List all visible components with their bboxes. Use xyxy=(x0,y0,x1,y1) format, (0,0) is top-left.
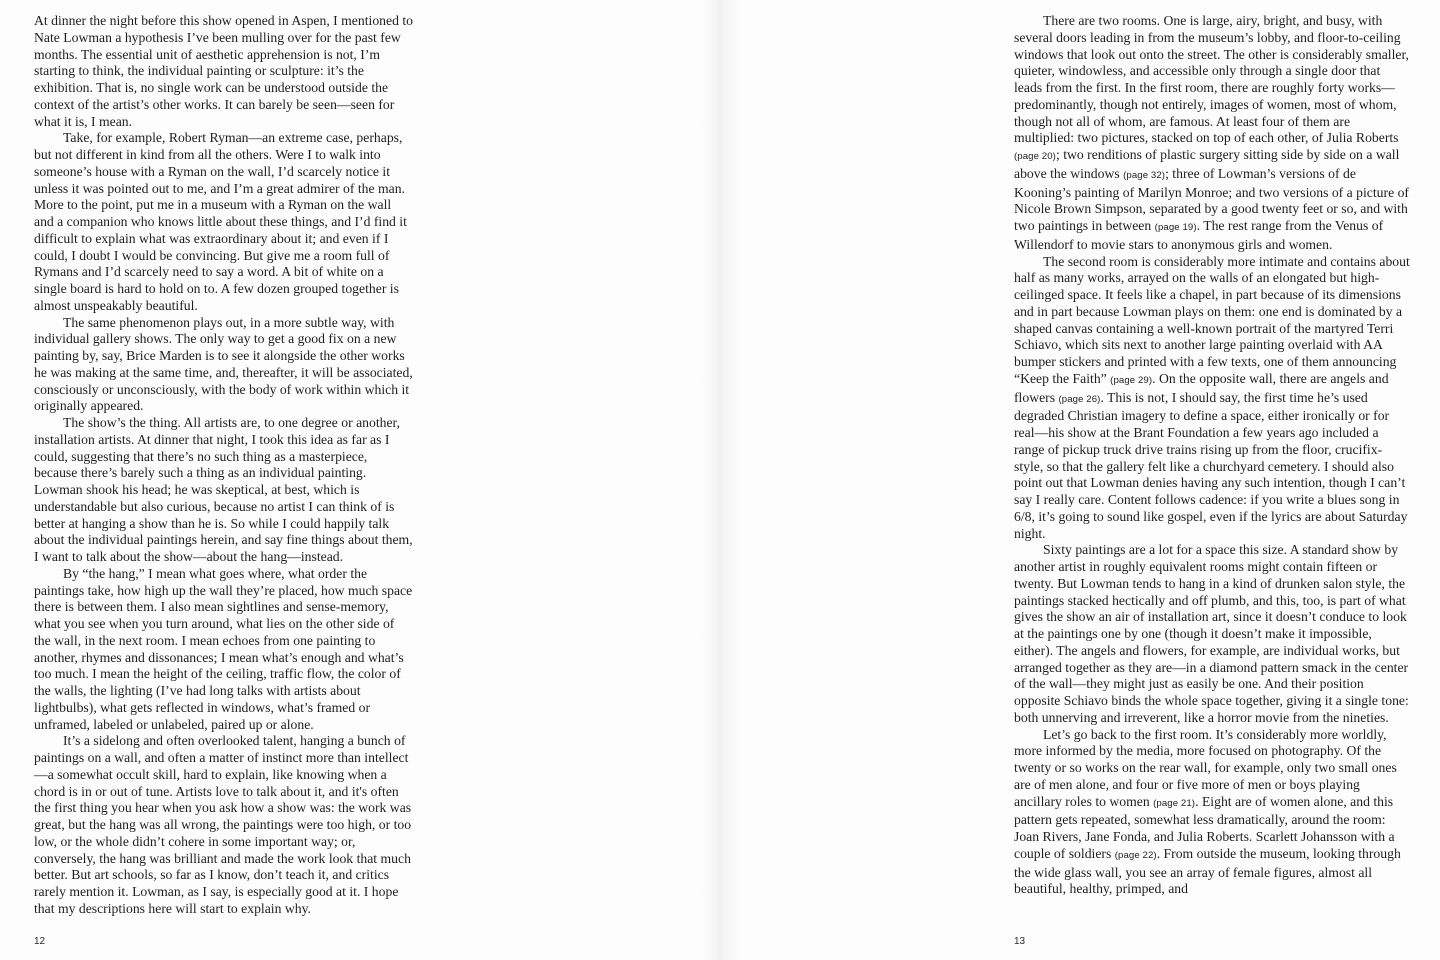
paragraph: The same phenomenon plays out, in a more subtle way, with individual gallery shows. The only way to get a good fix on a new painting by, say, Brice Marden is to see it alongside the other works he was making at the same time, and, thereafter, it will be associated, consciously or unconsciously, with the body of work within which it originally appeared. xyxy=(34,314,413,414)
page-number: 12 xyxy=(34,936,46,947)
left-text-column xyxy=(34,13,414,918)
paragraph: Sixty paintings are a lot for a space this size. A standard show by another artist in roughly equivalent rooms might contain fifteen or twenty. But Lowman tends to hang in a kind of drunken salon style, the paintings stacked hectically and off plumb, and this, too, is part of what gives the show an air of installation art, since it doesn’t conduce to look at the paintings one by one (though it doesn’t make it impossible, either). The angels and flowers, for example, are individual works, but arranged together as they are—in a diamond pattern smack in the center of the wall—they might just as easily be one. And their position opposite Schiavo binds the whole space together, giving it a single tone: both unnerving and irreverent, like a horror movie from the nineties. xyxy=(1014,542,1409,725)
page-reference: (page 32) xyxy=(1123,169,1166,181)
page-reference: (page 22) xyxy=(1114,849,1157,861)
paragraph: It’s a sidelong and often overlooked talent, hanging a bunch of paintings on a wall, and often a matter of instinct more than intellect—a somewhat occult skill, hard to explain, like knowing when a chord is in or out of tune. Artists love to talk about it, and it's often the first thing you hear when you ask how a show was: the work was great, but the hang was all wrong, the paintings were too high, or too low, or the whole didn’t cohere in some important way; or, conversely, the hang was brilliant and made the work look that much better. But art schools, so far as I know, don’t teach it, and critics rarely mention it. Lowman, as I say, is especially good at it. I hope that my descriptions here will start to explain why. xyxy=(34,733,412,916)
paragraph: The show’s the thing. All artists are, to one degree or another, installation artists. At dinner that night, I took this idea as far as I could, suggesting that there’s no such thing as a masterpiece, because there’s barely such a thing as an individual painting. Lowman shook his head; he was skeptical, at best, which is understandable but also curious, because no artist I can think of is better at hanging a show than he is. So while I could happily talk about the individual paintings herein, and say fine things about them, I want to talk about the show—about the hang—instead. xyxy=(34,415,413,564)
paragraph: There are two rooms. One is large, airy, bright, and busy, with several doors leading in from the museum’s lobby, and floor-to-ceiling windows that look out onto the street. The other is considerably smaller, quieter, windowless, and accessible only through a single door that leads from the first. In the first room, there are roughly forty works—predominantly, though not entirely, images of women, most of whom, though not all of whom, are famous. At least four of them are multiplied: two pictures, stacked on top of each other, of Julia Roberts (page 20); two renditions of plastic surgery sitting side by side on a wall above the windows (page 32); three of Lowman’s versions of de Kooning’s painting of Marilyn Monroe; and two versions of a picture of Nicole Brown Simpson, separated by a good twenty feet or so, and with two paintings in between (page 19). The rest range from the Venus of Willendorf to movie stars to anonymous girls and women. xyxy=(1014,13,1409,252)
page-reference: (page 20) xyxy=(1014,151,1056,162)
paragraph: At dinner the night before this show opened in Aspen, I mentioned to Nate Lowman a hypothesis I’ve been mulling over for the past few months. The essential unit of aesthetic apprehension is not, I’m starting to think, the individual painting or sculpture: it’s the exhibition. That is, no single work can be understood outside the context of the artist’s other works. It can barely be seen—seen for what it is, I mean. xyxy=(34,13,413,129)
page-reference: (page 19) xyxy=(1154,222,1197,233)
right-page xyxy=(720,0,1440,960)
paragraph: Take, for example, Robert Ryman—an extreme case, perhaps, but not different in kind from all the others. Were I to walk into someone’s house with a Ryman on the wall, I’d scarcely notice it unless it was pointed out to me, and I’m a great admirer of the man. More to the point, put me in a museum with a Ryman on the wall and a companion who knows little about these things, and I’d find it difficult to explain what was extraordinary about it; and even if I could, I doubt I would be convincing. But give me a room full of Rymans and I’d scarcely need to say a word. A bit of white on a single board is hard to hold on to. A few dozen grouped together is almost unspeakably beautiful. xyxy=(34,130,407,313)
page-number: 13 xyxy=(1014,936,1026,947)
page-reference: (page 29) xyxy=(1110,374,1153,386)
paragraph: The second room is considerably more intimate and contains about half as many works, arrayed on the walls of an elongated but high-ceilinged space. It feels like a chapel, in part because of its dimensions and in part because Lowman plays on them: one end is dominated by a shaped canvas containing a well-known portrait of the martyred Terri Schiavo, which sits next to another large painting overlaid with AA bumper stickers and printed with a few texts, one of them announcing “Keep the Faith” (page 29). On the opposite wall, there are angels and flowers (page 26). This is not, I should say, the first time he’s used degraded Christian imagery to define a space, either ironically or for real—his show at the Brant Foundation a few years ago included a range of pickup truck drive trains rising up from the floor, crucifix-style, so that the gallery felt like a churchyard cemetery. I should also point out that Lowman denies having any such intention, though I can’t say I really care. Content follows cadence: if you write a blues song in 6/8, it’s going to sound like gospel, even if the lyrics are about Saturday night. xyxy=(1014,253,1410,541)
right-text-column xyxy=(1014,13,1410,898)
page-reference: (page 21) xyxy=(1153,797,1196,809)
paragraph: Let’s go back to the first room. It’s considerably more worldly, more informed by the media, more focused on photography. Of the twenty or so works on the rear wall, for example, only two small ones are of men alone, and four or five more of men or boys playing ancillary roles to women (page 21). Eight are of women alone, and this pattern gets repeated, somewhat less dramatically, around the room: Joan Rivers, Jane Fonda, and Julia Roberts. Scarlett Johansson with a couple of soldiers (page 22). From outside the museum, looking through the wide glass wall, you see an array of female figures, almost all beautiful, healthy, primped, and xyxy=(1014,726,1401,897)
paragraph: By “the hang,” I mean what goes where, what order the paintings take, how high up the wall they’re placed, how much space there is between them. I also mean sightlines and sense-memory, what you see when you turn around, what lies on the other side of the wall, in the next room. I mean echoes from one painting to another, rhymes and dissonances; I mean what’s enough and what’s too much. I mean the height of the ceiling, traffic flow, the color of the walls, the lighting (I’ve had long talks with artists about lightbulbs), what gets reflected in windows, what’s framed or unframed, labeled or unlabeled, paired up or alone. xyxy=(34,565,413,732)
page-reference: (page 26) xyxy=(1058,393,1101,405)
